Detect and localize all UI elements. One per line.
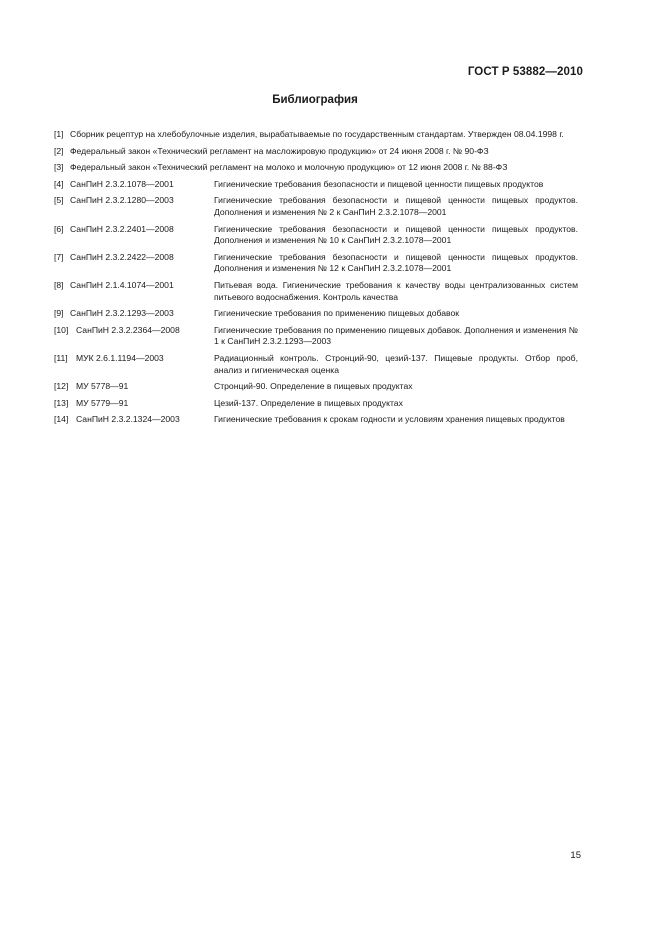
reference-item <box>54 252 578 275</box>
reference-item <box>54 162 578 174</box>
reference-code: СанПиН 2.3.2.2422—2008 <box>70 251 174 262</box>
reference-code: СанПиН 2.3.2.1280—2003 <box>70 195 174 206</box>
reference-text: Питьевая вода. Гигиенические требования к качеству воды централизованных систем питьевого водоснабжения. Контроль качества <box>214 279 578 302</box>
reference-text: Гигиенические требования безопасности и пищевой ценности пищевых продуктов. Дополнения и изменения № 2 к СанПиН 2.3.2.1078—2001 <box>214 195 578 217</box>
reference-text: Федеральный закон «Технический регламент на масложировую продукцию» от 24 июня 2008 г. № 90-ФЗ <box>70 145 489 156</box>
page-number: 15 <box>570 850 581 861</box>
reference-number: [4] <box>54 178 64 189</box>
reference-number: [1] <box>54 129 64 139</box>
reference-text: Гигиенические требования к срокам годности и условиям хранения пищевых продуктов <box>214 414 565 425</box>
reference-item <box>54 224 578 247</box>
reference-item <box>54 353 578 376</box>
reference-code: СанПиН 2.3.2.1078—2001 <box>70 178 174 189</box>
reference-item <box>54 381 578 393</box>
reference-item <box>54 195 578 218</box>
reference-text: Радиационный контроль. Стронций-90, цезий-137. Пищевые продукты. Отбор проб, анализ и гигиеническая оценка <box>214 352 578 375</box>
reference-code: СанПиН 2.3.2.2364—2008 <box>76 324 180 335</box>
reference-text: Гигиенические требования безопасности и пищевой ценности пищевых продуктов <box>214 178 544 189</box>
reference-text: Гигиенические требования безопасности и пищевой ценности пищевых продуктов. Дополнения и изменения № 10 к СанПиН 2.3.2.1078—2001 <box>214 223 578 246</box>
reference-text: Федеральный закон «Технический регламент на молоко и молочную продукцию» от 12 июня 2008 г. № 88-ФЗ <box>70 162 508 173</box>
reference-code: СанПиН 2.3.2.1293—2003 <box>70 308 174 319</box>
reference-item <box>54 146 578 158</box>
standard-code: ГОСТ Р 53882—2010 <box>467 66 583 78</box>
reference-text: Стронций-90. Определение в пищевых продуктах <box>214 381 413 392</box>
reference-item <box>54 398 578 410</box>
reference-item <box>54 414 578 426</box>
reference-code: СанПиН 2.3.2.2401—2008 <box>70 223 174 234</box>
reference-text: Гигиенические требования безопасности и пищевой ценности пищевых продуктов. Дополнения и изменения № 12 к СанПиН 2.3.2.1078—2001 <box>214 251 578 274</box>
reference-code: СанПиН 2.1.4.1074—2001 <box>70 279 174 290</box>
reference-number: [9] <box>54 308 64 319</box>
bibliography-list <box>54 129 578 431</box>
reference-number: [14] <box>54 414 69 425</box>
reference-number: [2] <box>54 145 64 156</box>
reference-code: СанПиН 2.3.2.1324—2003 <box>76 414 180 425</box>
reference-text: Гигиенические требования по применению пищевых добавок <box>214 308 460 319</box>
reference-number: [10] <box>54 324 69 335</box>
reference-code: МУ 5779—91 <box>76 397 129 408</box>
reference-item <box>54 280 578 303</box>
reference-code: МУК 2.6.1.1194—2003 <box>76 352 164 363</box>
reference-number: [11] <box>54 352 68 363</box>
reference-number: [7] <box>54 251 64 262</box>
reference-code: МУ 5778—91 <box>76 381 129 392</box>
reference-number: [6] <box>54 223 64 234</box>
reference-number: [12] <box>54 381 69 392</box>
reference-number: [5] <box>54 195 64 206</box>
reference-number: [13] <box>54 397 69 408</box>
reference-text: Гигиенические требования по применению пищевых добавок. Дополнения и изменения № 1 к СанПиН 2.3.2.1293—2003 <box>214 324 578 347</box>
reference-item <box>54 179 578 191</box>
reference-item <box>54 308 578 320</box>
reference-text: Цезий-137. Определение в пищевых продуктах <box>214 397 403 408</box>
reference-number: [8] <box>54 279 64 290</box>
reference-text: Сборник рецептур на хлебобулочные изделия, вырабатываемые по государственным стандартам. Утвержден 08.04.1998 г. <box>70 129 564 139</box>
reference-item <box>54 325 578 348</box>
reference-item <box>54 129 578 141</box>
page-title: Библиография <box>272 94 358 106</box>
reference-number: [3] <box>54 162 64 173</box>
